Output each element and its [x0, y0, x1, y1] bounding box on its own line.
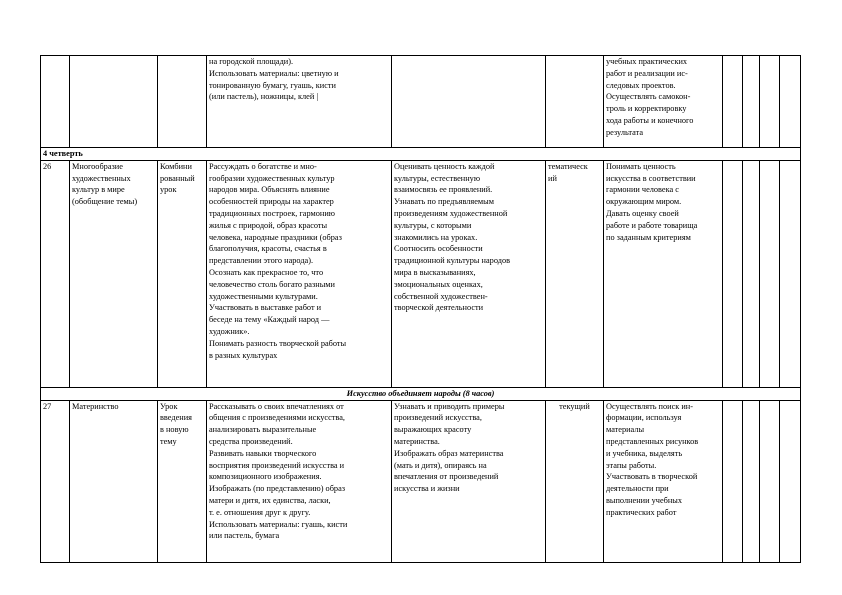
cell-text-line: Осуществлять поиск ин-	[606, 401, 694, 411]
cell-text-line: или пастель, бумага	[209, 531, 280, 541]
cell-text-line: Понимать разность творческой работы	[209, 338, 347, 348]
cell-text-line: (мать и дитя), опираясь на	[394, 460, 487, 470]
cell-text-line: в разных культурах	[209, 350, 278, 360]
cell-text-line: работе и работе товарища	[606, 220, 698, 230]
cell-text-line: Комбини	[160, 161, 192, 171]
cell-text-line: знакомились на уроках.	[394, 232, 478, 242]
cell-text-line: Участвовать в творческой	[606, 472, 698, 482]
cell-text-line: материалы	[606, 425, 645, 435]
cell-empty	[760, 160, 780, 387]
cell-text-line: Развивать навыки творческого	[209, 448, 317, 458]
cell-subject-results	[392, 400, 546, 562]
cell-text-line: в новую	[160, 425, 189, 435]
cell-text-line: результата	[606, 127, 644, 137]
cell-empty	[743, 400, 760, 562]
cell-text-line: формации, используя	[606, 413, 682, 423]
cell-text-line: творческой деятельности	[394, 303, 484, 313]
cell-text-line: особенностей природы на характер	[209, 197, 334, 207]
cell-empty	[743, 160, 760, 387]
cell-text-line: представлении этого народа).	[209, 256, 314, 266]
cell-text-line: Узнавать и приводить примеры	[394, 401, 505, 411]
cell-text-line: художественными культурами.	[209, 291, 318, 301]
cell-empty	[780, 56, 801, 148]
cell-text-line: хода работы и конечного	[606, 115, 694, 125]
cell-text-line: Осуществлять самокон-	[606, 92, 691, 102]
cell-meta-results	[604, 400, 723, 562]
cell-text-line: Материнство	[72, 401, 119, 411]
cell-text-line: восприятия произведений искусства и	[209, 460, 345, 470]
cell-text-line: выражающих красоту	[394, 425, 472, 435]
table-row	[41, 160, 801, 387]
cell-empty	[760, 56, 780, 148]
section-heading: Искусство объединяет народы (8 часов)	[41, 387, 801, 400]
cell-text-line: этапы работы.	[606, 460, 657, 470]
cell-text-line: Изображать образ материнства	[394, 448, 504, 458]
cell-text-line: художник».	[209, 326, 250, 336]
cell-empty	[780, 400, 801, 562]
cell-text-line: ий	[548, 173, 557, 183]
cell-empty	[780, 160, 801, 387]
cell-text-line: гармонии человека с	[606, 185, 679, 195]
cell-text-line: взаимосвязь ее проявлений.	[394, 185, 493, 195]
cell-text-line: эмоциональных оценках,	[394, 279, 483, 289]
cell-meta-results	[604, 56, 723, 148]
cell-text-line: народов мира. Объяснять влияние	[209, 185, 330, 195]
cell-control-type	[546, 56, 604, 148]
cell-text-line: Рассказывать о своих впечатлениях от	[209, 401, 344, 411]
cell-text-line: Узнавать по предъявляемым	[394, 197, 494, 207]
cell-text-line: практических работ	[606, 507, 677, 517]
cell-activities	[207, 400, 392, 562]
cell-text-line: человека, народные праздники (образ	[209, 232, 342, 242]
cell-text-line: Соотносить особенности	[394, 244, 483, 254]
table-row	[41, 56, 801, 148]
cell-text-line: традиционной культуры народов	[394, 256, 511, 266]
cell-text-line: тонированную бумагу, гуашь, кисти	[209, 80, 336, 90]
lesson-plan-table	[40, 55, 801, 563]
cell-number	[41, 400, 70, 562]
cell-text-line: культур в мире	[72, 185, 125, 195]
quarter-row	[41, 148, 801, 161]
section-row	[41, 387, 801, 400]
cell-text-line: средства произведений.	[209, 436, 293, 446]
cell-text-line: учебных практических	[606, 57, 688, 66]
cell-text-line: работ и реализации ис-	[606, 68, 688, 78]
cell-text-line: традиционных построек, гармонию	[209, 208, 335, 218]
cell-text-line: человечество столь богато разными	[209, 279, 335, 289]
cell-text-line: общения с произведениями искусства,	[209, 413, 345, 423]
cell-text-line: введения	[160, 413, 192, 423]
cell-text-line: тему	[160, 436, 177, 446]
cell-text-line: (или пастель), ножницы, клей |	[209, 92, 318, 102]
cell-text-line: собственной художествен-	[394, 291, 488, 301]
cell-topic	[70, 160, 158, 387]
cell-text-line: жилья с природой, образ красоты	[209, 220, 328, 230]
cell-topic	[70, 56, 158, 148]
cell-text-line: Понимать ценность	[606, 161, 676, 171]
cell-number	[41, 56, 70, 148]
cell-empty	[723, 160, 743, 387]
cell-text-line: Многообразие	[72, 161, 123, 171]
cell-text-line: Оценивать ценность каждой	[394, 161, 495, 171]
cell-empty	[760, 400, 780, 562]
cell-text-line: Изображать (по представлению) образ	[209, 484, 346, 494]
cell-subject-results	[392, 56, 546, 148]
cell-text-line: Урок	[160, 401, 178, 411]
cell-text-line: 26	[43, 161, 52, 171]
cell-text-line: искусства в соответствии	[606, 173, 696, 183]
cell-meta-results	[604, 160, 723, 387]
cell-text-line: материнства.	[394, 436, 440, 446]
cell-text-line: благополучия, красоты, счастья в	[209, 244, 327, 254]
cell-text-line: урок	[160, 185, 177, 195]
cell-text-line: окружающим миром.	[606, 197, 682, 207]
cell-control-type	[546, 400, 604, 562]
cell-subject-results	[392, 160, 546, 387]
cell-text-line: троль и корректировку	[606, 104, 687, 114]
cell-text-line: композиционного изображения.	[209, 472, 322, 482]
cell-text-line: 27	[43, 401, 52, 411]
cell-text-line: тематическ	[548, 161, 588, 171]
cell-empty	[723, 400, 743, 562]
cell-text-line: и учебника, выделять	[606, 448, 683, 458]
cell-text-line: Давать оценку своей	[606, 208, 679, 218]
table-row	[41, 400, 801, 562]
cell-text-line: впечатления от произведений	[394, 472, 499, 482]
quarter-heading: 4 четверть	[41, 148, 801, 161]
cell-lesson-type	[158, 56, 207, 148]
cell-text-line: искусства и жизни	[394, 484, 460, 494]
cell-text-line: Использовать материалы: гуашь, кисти	[209, 519, 348, 529]
cell-text-line: культуры, естественную	[394, 173, 481, 183]
cell-text-line: Участвовать в выставке работ и	[209, 303, 322, 313]
cell-text-line: гообразии художественных культур	[209, 173, 335, 183]
cell-activities	[207, 56, 392, 148]
cell-control-type	[546, 160, 604, 387]
cell-text-line: рованный	[160, 173, 195, 183]
cell-text-line: художественных	[72, 173, 131, 183]
cell-activities	[207, 160, 392, 387]
cell-text-line: деятельности при	[606, 484, 669, 494]
cell-text-line: Осознать как прекрасное то, что	[209, 267, 324, 277]
cell-text-line: культуры, с которыми	[394, 220, 472, 230]
cell-topic	[70, 400, 158, 562]
cell-lesson-type	[158, 160, 207, 387]
cell-text-line: на городской площади).	[209, 57, 294, 66]
cell-text-line: Рассуждать о богатстве и мно-	[209, 161, 317, 171]
cell-empty	[743, 56, 760, 148]
cell-text-line: т. е. отношения друг к другу.	[209, 507, 311, 517]
cell-text-line: текущий	[559, 401, 590, 411]
cell-text-line: по заданным критериям	[606, 232, 691, 242]
cell-text-line: следовых проектов.	[606, 80, 676, 90]
cell-text-line: представленных рисунков	[606, 436, 699, 446]
cell-text-line: выполнении учебных	[606, 495, 683, 505]
cell-text-line: мира в высказываниях,	[394, 267, 476, 277]
cell-text-line: Использовать материалы: цветную и	[209, 68, 339, 78]
cell-text-line: беседе на тему «Каждый народ —	[209, 315, 330, 325]
cell-empty	[723, 56, 743, 148]
cell-text-line: матери и дитя, их единства, ласки,	[209, 495, 331, 505]
cell-text-line: (обобщение темы)	[72, 197, 138, 207]
cell-text-line: анализировать выразительные	[209, 425, 317, 435]
cell-text-line: произведениям художественной	[394, 208, 508, 218]
cell-number	[41, 160, 70, 387]
cell-text-line: произведений искусства,	[394, 413, 482, 423]
cell-lesson-type	[158, 400, 207, 562]
